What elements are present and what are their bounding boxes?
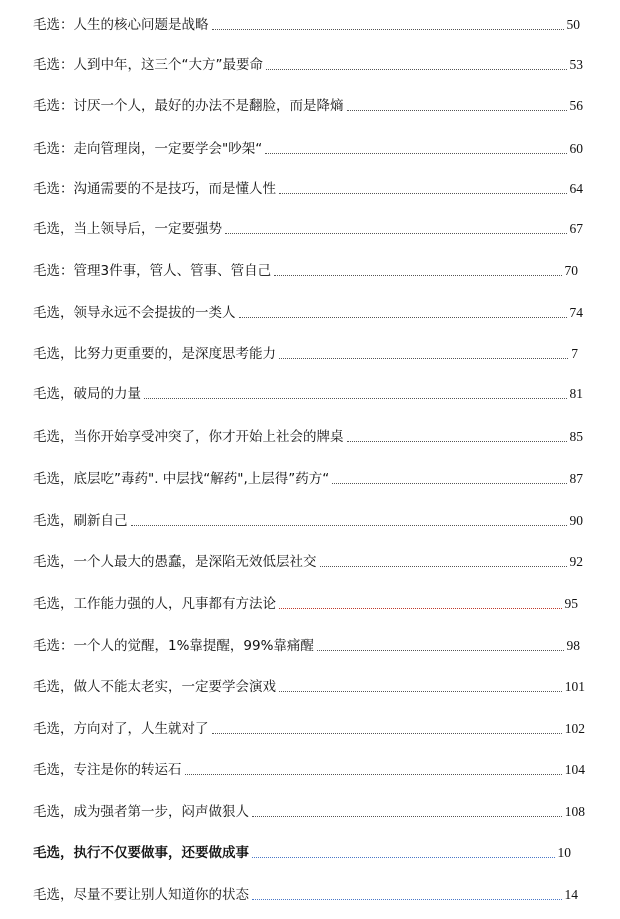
toc-entry-page: 74	[569, 305, 583, 320]
toc-entry[interactable]	[33, 633, 580, 655]
dot-leader	[279, 357, 568, 359]
toc-entry[interactable]	[33, 12, 580, 34]
toc-entry-page: 53	[569, 57, 583, 72]
toc-entry[interactable]	[33, 716, 585, 738]
dot-leader	[320, 565, 567, 567]
toc-entry[interactable]	[33, 341, 578, 363]
dot-leader	[252, 856, 555, 858]
toc-entry-title: 毛选：人生的核心问题是战略	[33, 17, 209, 33]
toc-entry-title: 毛选，尽量不要让别人知道你的状态	[33, 887, 249, 903]
dot-leader	[279, 690, 562, 692]
toc-entry-title: 毛选，刷新自己	[33, 513, 128, 529]
toc-entry[interactable]	[33, 258, 578, 280]
toc-entry[interactable]	[33, 549, 583, 571]
toc-entry[interactable]	[33, 300, 583, 322]
toc-entry[interactable]	[33, 176, 583, 198]
dot-leader	[265, 152, 566, 154]
toc-entry-page: 92	[569, 554, 583, 569]
toc-entry-title: 毛选：一个人的觉醒，1%靠提醒，99%靠痛醒	[33, 638, 314, 654]
toc-entry-title: 毛选，比努力更重要的，是深度思考能力	[33, 346, 276, 362]
dot-leader	[185, 773, 562, 775]
dot-leader	[317, 649, 564, 651]
toc-entry-page: 81	[569, 386, 583, 401]
toc-entry-title: 毛选：沟通需要的不是技巧，而是懂人性	[33, 181, 276, 197]
toc-entry-page: 85	[569, 429, 583, 444]
toc-entry-page: 70	[564, 263, 578, 278]
dot-leader	[225, 232, 567, 234]
toc-entry[interactable]	[33, 757, 585, 779]
toc-entry[interactable]	[33, 840, 571, 862]
dot-leader	[144, 397, 567, 399]
toc-entry-page: 60	[569, 141, 583, 156]
toc-entry-title: 毛选，底层吃”毒药". 中层找“解药",上层得”药方“	[33, 471, 330, 487]
toc-entry-page: 7	[571, 346, 578, 361]
toc-entry-title: 毛选：讨厌一个人，最好的办法不是翻脸，而是降熵	[33, 98, 344, 114]
dot-leader	[239, 316, 567, 318]
toc-entry-page: 67	[569, 221, 583, 236]
toc-entry[interactable]	[33, 52, 583, 74]
toc-entry-page: 10	[557, 845, 571, 860]
toc-entry-title: 毛选，做人不能太老实，一定要学会演戏	[33, 679, 276, 695]
toc-entry-page: 87	[569, 471, 583, 486]
dot-leader	[347, 109, 567, 111]
toc-entry-title: 毛选，工作能力强的人，凡事都有方法论	[33, 596, 276, 612]
toc-entry-title: 毛选，一个人最大的愚蠢，是深陷无效低层社交	[33, 554, 317, 570]
toc-entry-title: 毛选，执行不仅要做事，还要做成事	[33, 845, 249, 861]
toc-entry-title: 毛选，领导永远不会提拔的一类人	[33, 305, 236, 321]
toc-entry-page: 102	[564, 721, 585, 736]
dot-leader	[212, 732, 562, 734]
toc-entry[interactable]	[33, 216, 583, 238]
dot-leader	[252, 815, 562, 817]
toc-entry-page: 14	[564, 887, 578, 902]
toc-entry[interactable]	[33, 508, 583, 530]
dot-leader	[279, 607, 562, 609]
toc-entry[interactable]	[33, 674, 585, 696]
toc-entry-title: 毛选，破局的力量	[33, 386, 141, 402]
dot-leader	[212, 28, 564, 30]
toc-entry-page: 90	[569, 513, 583, 528]
toc-entry[interactable]	[33, 591, 578, 613]
toc-entry-page: 101	[564, 679, 585, 694]
toc-entry[interactable]	[33, 93, 583, 115]
toc-entry-title: 毛选：人到中年，这三个“大方”最要命	[33, 57, 263, 73]
toc-entry[interactable]	[33, 882, 578, 904]
dot-leader	[131, 524, 567, 526]
toc-entry-page: 98	[566, 638, 580, 653]
toc-entry-title: 毛选：走向管理岗，一定要学会"吵架“	[33, 141, 263, 157]
toc-entry-page: 95	[564, 596, 578, 611]
dot-leader	[347, 440, 567, 442]
toc-entry[interactable]	[33, 799, 585, 821]
toc-entry-page: 104	[564, 762, 585, 777]
toc-entry-page: 56	[569, 98, 583, 113]
toc-entry-page: 50	[566, 17, 580, 32]
toc-entry[interactable]	[33, 424, 583, 446]
dot-leader	[266, 68, 567, 70]
dot-leader	[274, 274, 561, 276]
toc-entry[interactable]	[33, 136, 583, 158]
toc-entry-title: 毛选：管理3件事，管人、管事、管自己	[33, 263, 272, 279]
dot-leader	[332, 482, 566, 484]
toc-entry-title: 毛选，当上领导后，一定要强势	[33, 221, 222, 237]
dot-leader	[252, 898, 562, 900]
toc-entry-page: 64	[569, 181, 583, 196]
toc-entry-title: 毛选，专注是你的转运石	[33, 762, 182, 778]
dot-leader	[279, 192, 567, 194]
toc-entry-title: 毛选，方向对了，人生就对了	[33, 721, 209, 737]
toc-entry-page: 108	[564, 804, 585, 819]
toc-entry[interactable]	[33, 466, 583, 488]
toc-entry[interactable]	[33, 381, 583, 403]
toc-entry-title: 毛选，当你开始享受冲突了，你才开始上社会的牌桌	[33, 429, 344, 445]
toc-entry-title: 毛选，成为强者第一步，闷声做狠人	[33, 804, 249, 820]
